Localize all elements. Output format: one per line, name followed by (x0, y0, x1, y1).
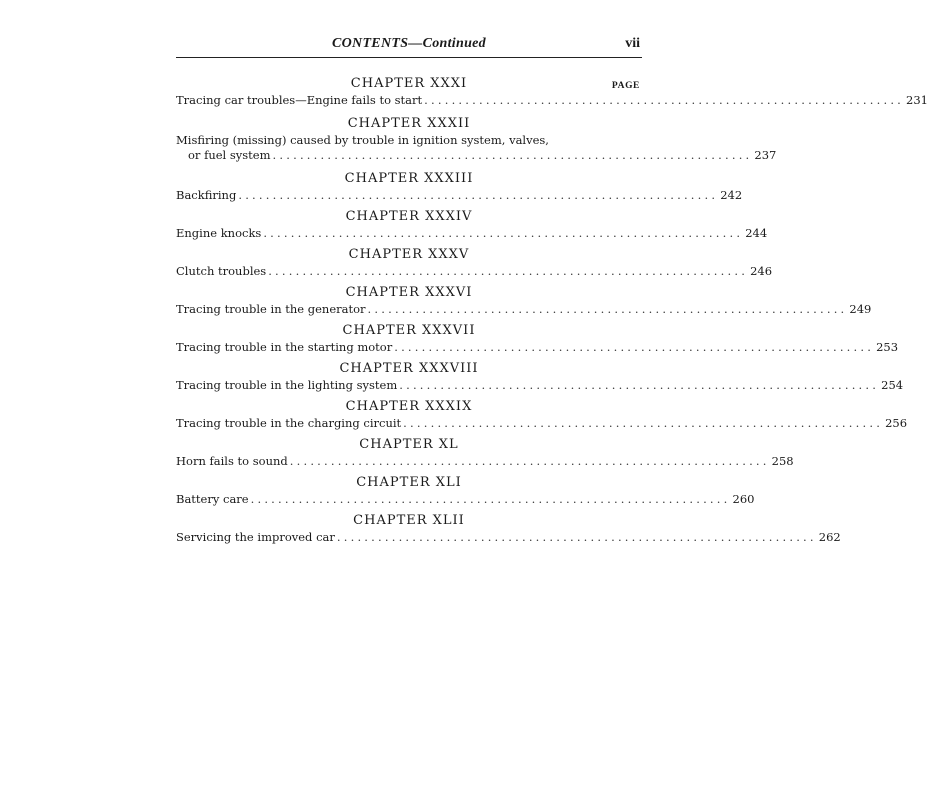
dot-leader: ...................................................................... (403, 416, 884, 430)
dot-leader: ...................................................................... (424, 93, 905, 107)
toc-entry (176, 378, 904, 393)
entry-page-number: 260 (732, 492, 755, 506)
entry-page-number: 262 (818, 530, 841, 544)
entry-title: Horn fails to sound (176, 454, 288, 468)
toc-chapter (176, 207, 768, 245)
chapter-heading: CHAPTER XLI (356, 475, 462, 490)
chapter-heading: CHAPTER XXXII (347, 116, 471, 131)
chapter-heading: CHAPTER XXXIV (345, 209, 473, 224)
toc-chapter (176, 397, 908, 435)
dot-leader: ...................................................................... (367, 302, 848, 316)
chapter-heading: CHAPTER XLII (353, 513, 465, 528)
entry-title: Tracing trouble in the lighting system (176, 378, 398, 392)
entry-title: Tracing trouble in the starting motor (176, 340, 393, 354)
entry-page-number: 244 (745, 226, 768, 240)
toc-entry (176, 226, 768, 241)
toc-entry (176, 133, 777, 163)
toc-chapter (176, 321, 899, 359)
entry-title: Servicing the improved car (176, 530, 335, 544)
entry-page-number: 253 (876, 340, 899, 354)
dot-leader: ...................................................................... (250, 492, 731, 506)
toc-entry (176, 454, 794, 469)
chapter-heading: CHAPTER XXXVIII (339, 361, 479, 376)
toc-chapter (176, 511, 841, 549)
page-column-label: PAGE (611, 81, 640, 91)
toc-chapter (176, 114, 777, 169)
toc-entry (176, 188, 743, 203)
header-rule (176, 57, 642, 58)
dot-leader: ...................................................................... (263, 226, 744, 240)
dot-leader: ...................................................................... (272, 148, 753, 162)
dot-leader: ...................................................................... (336, 530, 817, 544)
toc-chapter (176, 74, 928, 107)
toc-chapter (176, 169, 743, 207)
toc-chapter (176, 283, 872, 321)
chapter-heading: CHAPTER XXXI (350, 76, 468, 91)
toc-entry (176, 340, 899, 355)
chapter-heading: CHAPTER XXXIII (344, 171, 474, 186)
toc-chapter (176, 245, 773, 283)
dot-leader: ...................................................................... (394, 340, 875, 354)
entry-page-number: 256 (885, 416, 908, 430)
toc-entry (176, 416, 908, 431)
entry-title: Clutch troubles (176, 264, 267, 278)
running-title: CONTENTS—Continued (332, 36, 486, 51)
entry-page-number: 231 (906, 93, 928, 107)
entry-title-line-2: or fuel system (188, 148, 271, 162)
toc-entry (176, 264, 773, 279)
page-number: vii (625, 36, 640, 51)
chapter-heading: CHAPTER XXXV (348, 247, 470, 262)
toc-chapter (176, 359, 904, 397)
chapter-heading: CHAPTER XXXVII (342, 323, 476, 338)
toc-entry (176, 530, 841, 545)
entry-title: Tracing car troubles—Engine fails to start (176, 93, 423, 107)
dot-leader: ...................................................................... (289, 454, 770, 468)
chapter-heading: CHAPTER XL (359, 437, 459, 452)
toc-chapter (176, 473, 755, 511)
entry-page-number: 246 (750, 264, 773, 278)
entry-page-number: 254 (881, 378, 904, 392)
table-of-contents (176, 74, 928, 549)
dot-leader: ...................................................................... (268, 264, 749, 278)
dot-leader: ...................................................................... (238, 188, 719, 202)
toc-chapter (176, 435, 794, 473)
entry-page-number: 237 (754, 148, 777, 162)
entry-title-line-1: Misfiring (missing) caused by trouble in ignition system, valves, (176, 133, 549, 147)
entry-page-number: 242 (720, 188, 743, 202)
entry-title: Backfiring (176, 188, 237, 202)
entry-page-number: 258 (771, 454, 794, 468)
toc-entry (176, 93, 928, 108)
entry-title: Tracing trouble in the generator (176, 302, 366, 316)
entry-title: Battery care (176, 492, 249, 506)
running-head (176, 36, 642, 56)
chapter-heading: CHAPTER XXXVI (345, 285, 473, 300)
entry-title: Tracing trouble in the charging circuit (176, 416, 402, 430)
toc-entry (176, 302, 872, 317)
entry-title: Engine knocks (176, 226, 262, 240)
dot-leader: ...................................................................... (399, 378, 880, 392)
entry-page-number: 249 (849, 302, 872, 316)
chapter-heading: CHAPTER XXXIX (345, 399, 473, 414)
toc-entry (176, 492, 755, 507)
